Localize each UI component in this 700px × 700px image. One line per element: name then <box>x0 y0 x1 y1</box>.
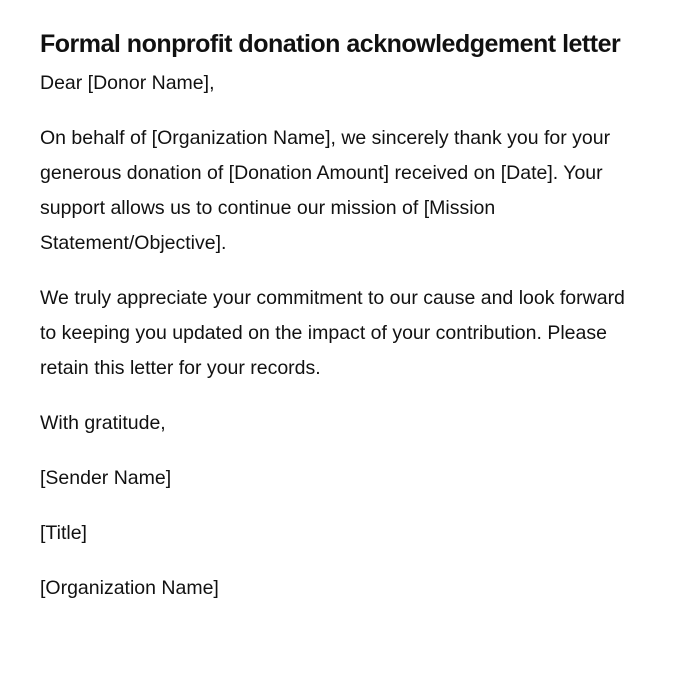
body-paragraph-1: On behalf of [Organization Name], we sincerely thank you for your generous donation of [Donation Amount] received on [Date]. Your support allows us to continue our mission of [Mission Statement/Objective]. <box>40 127 611 254</box>
organization-name: [Organization Name] <box>40 577 219 599</box>
sender-name: [Sender Name] <box>40 467 172 489</box>
salutation: Dear [Donor Name], <box>40 72 215 94</box>
closing: With gratitude, <box>40 412 166 434</box>
letter-title: Formal nonprofit donation acknowledgement letter <box>40 30 621 58</box>
sender-title: [Title] <box>40 522 87 544</box>
body-paragraph-2: We truly appreciate your commitment to our cause and look forward to keeping you updated on the impact of your contribution. Please retain this letter for your records. <box>40 287 625 379</box>
